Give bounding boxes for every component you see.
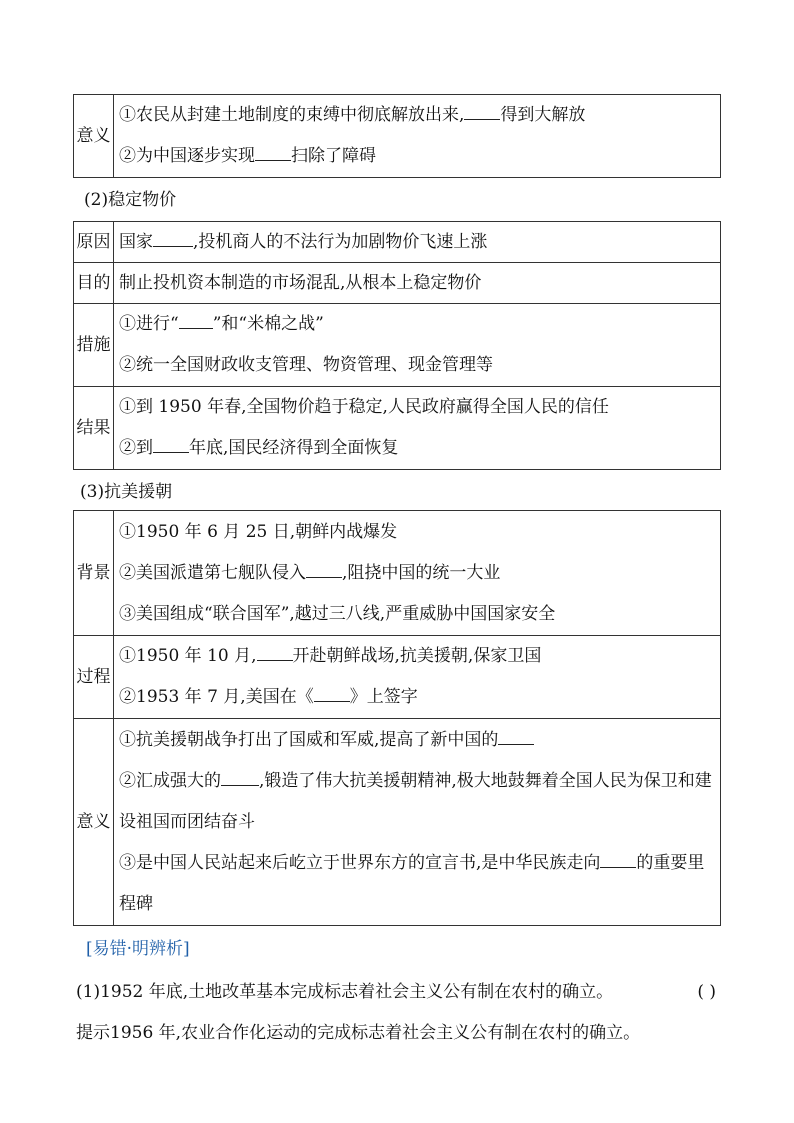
answer-paren[interactable]: ( ) xyxy=(697,982,716,1002)
fill-blank[interactable] xyxy=(498,730,534,745)
row-label: 目的 xyxy=(74,263,114,304)
table-row xyxy=(74,511,721,636)
list-item: ②1953 年 7 月,美国在《 》上签字 xyxy=(119,687,418,707)
fill-blank[interactable] xyxy=(153,232,193,247)
row-label: 背景 xyxy=(74,511,114,636)
fill-blank[interactable] xyxy=(255,146,291,161)
table-row xyxy=(74,636,721,719)
table-stabilize-prices xyxy=(73,221,721,470)
list-item: ②美国派遣第七舰队侵入 ,阻挠中国的统一大业 xyxy=(119,562,501,583)
list-item: ①进行“ ”和“米棉之战” xyxy=(119,314,324,334)
list-item: ③是中国人民站起来后屹立于世界东方的宣言书,是中华民族走向 的重要里程碑 xyxy=(119,852,705,914)
row-content xyxy=(114,95,721,178)
row-label: 过程 xyxy=(74,636,114,719)
list-item: ②汇成强大的 ,锻造了伟大抗美援朝精神,极大地鼓舞着全国人民为保卫和建设祖国而团结奋斗 xyxy=(119,770,712,832)
row-label: 原因 xyxy=(74,222,114,263)
table-land-reform-meaning xyxy=(73,94,721,178)
table-row xyxy=(74,387,721,470)
list-item: ②统一全国财政收支管理、物资管理、现金管理等 xyxy=(119,355,493,375)
table-row xyxy=(74,304,721,387)
fill-blank[interactable] xyxy=(257,646,293,661)
list-item: ①1950 年 10 月, 开赴朝鲜战场,抗美援朝,保家卫国 xyxy=(119,646,542,666)
list-item: ①到 1950 年春,全国物价趋于稳定,人民政府赢得全国人民的信任 xyxy=(119,397,609,417)
row-label: 意义 xyxy=(74,95,114,178)
fill-blank[interactable] xyxy=(314,687,350,702)
list-item: ①1950 年 6 月 25 日,朝鲜内战爆发 xyxy=(119,521,398,542)
list-item: ②为中国逐步实现 扫除了障碍 xyxy=(119,146,376,166)
fill-blank[interactable] xyxy=(600,853,636,868)
list-item: ①农民从封建土地制度的束缚中彻底解放出来, 得到大解放 xyxy=(119,105,586,125)
list-item: ②到 年底,国民经济得到全面恢复 xyxy=(119,438,399,458)
fill-blank[interactable] xyxy=(464,105,500,120)
easy-error-tag: [易错·明辨析] xyxy=(86,939,190,959)
table-row xyxy=(74,719,721,926)
fill-blank[interactable] xyxy=(306,563,342,578)
section-heading: (3)抗美援朝 xyxy=(80,482,173,502)
fill-blank[interactable] xyxy=(179,314,213,329)
section-heading: (2)稳定物价 xyxy=(84,190,177,210)
row-label: 措施 xyxy=(74,304,114,387)
question-1: (1)1952 年底,土地改革基本完成标志着社会主义公有制在农村的确立。 ( ) xyxy=(76,982,716,1002)
table-resist-us-aid-korea xyxy=(73,510,721,926)
hint-text: 提示1956 年,农业合作化运动的完成标志着社会主义公有制在农村的确立。 xyxy=(76,1023,641,1043)
list-item: 制止投机资本制造的市场混乱,从根本上稳定物价 xyxy=(119,273,482,293)
fill-blank[interactable] xyxy=(221,771,259,786)
table-row xyxy=(74,263,721,304)
list-item: ③美国组成“联合国军”,越过三八线,严重威胁中国国家安全 xyxy=(119,603,556,624)
table-row xyxy=(74,222,721,263)
fill-blank[interactable] xyxy=(153,438,189,453)
list-item: 国家 ,投机商人的不法行为加剧物价飞速上涨 xyxy=(119,232,488,252)
list-item: ①抗美援朝战争打出了国威和军威,提高了新中国的 xyxy=(119,720,714,761)
row-label: 意义 xyxy=(74,719,114,926)
table-row xyxy=(74,95,721,178)
row-label: 结果 xyxy=(74,387,114,470)
